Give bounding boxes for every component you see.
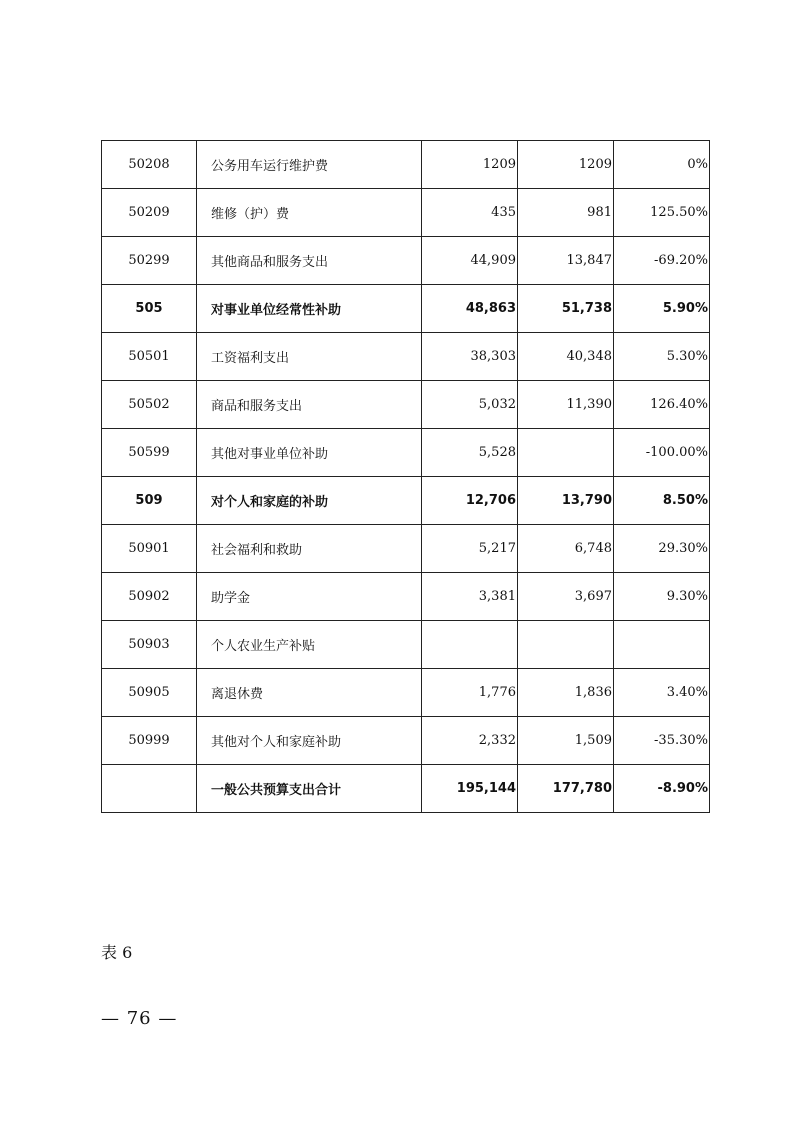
cell-value-current: 13,790: [518, 477, 614, 525]
cell-code: [102, 765, 197, 813]
cell-value-current: 1,509: [518, 717, 614, 765]
cell-change-percent: -8.90%: [614, 765, 710, 813]
cell-code: 50999: [102, 717, 197, 765]
table-row: [102, 669, 710, 717]
cell-change-percent: 125.50%: [614, 189, 710, 237]
table-row: [102, 141, 710, 189]
cell-change-percent: 8.50%: [614, 477, 710, 525]
cell-code: 505: [102, 285, 197, 333]
cell-change-percent: 0%: [614, 141, 710, 189]
cell-value-current: 1,836: [518, 669, 614, 717]
table-row: [102, 429, 710, 477]
cell-value-current: 177,780: [518, 765, 614, 813]
cell-item-name: 对个人和家庭的补助: [197, 477, 422, 525]
cell-change-percent: -100.00%: [614, 429, 710, 477]
cell-value-current: 51,738: [518, 285, 614, 333]
table-row: [102, 477, 710, 525]
cell-code: 50208: [102, 141, 197, 189]
cell-item-name: 个人农业生产补贴: [197, 621, 422, 669]
cell-code: 50901: [102, 525, 197, 573]
cell-value-current: 1209: [518, 141, 614, 189]
table-row: [102, 285, 710, 333]
table-row: [102, 621, 710, 669]
budget-expenditure-table: [101, 140, 710, 813]
cell-change-percent: 5.90%: [614, 285, 710, 333]
cell-value-current: 3,697: [518, 573, 614, 621]
cell-value-prior: 2,332: [422, 717, 518, 765]
cell-change-percent: -69.20%: [614, 237, 710, 285]
cell-value-current: 11,390: [518, 381, 614, 429]
cell-code: 509: [102, 477, 197, 525]
cell-change-percent: 3.40%: [614, 669, 710, 717]
table-row: [102, 573, 710, 621]
cell-change-percent: 126.40%: [614, 381, 710, 429]
cell-value-prior: 5,528: [422, 429, 518, 477]
cell-value-prior: 1209: [422, 141, 518, 189]
cell-item-name: 社会福利和救助: [197, 525, 422, 573]
cell-value-current: 40,348: [518, 333, 614, 381]
table-row: [102, 717, 710, 765]
table-row: [102, 189, 710, 237]
cell-code: 50905: [102, 669, 197, 717]
cell-item-name: 离退休费: [197, 669, 422, 717]
cell-item-name: 一般公共预算支出合计: [197, 765, 422, 813]
cell-value-prior: 3,381: [422, 573, 518, 621]
cell-value-prior: 195,144: [422, 765, 518, 813]
cell-item-name: 维修（护）费: [197, 189, 422, 237]
cell-code: 50902: [102, 573, 197, 621]
cell-value-prior: 12,706: [422, 477, 518, 525]
cell-change-percent: 9.30%: [614, 573, 710, 621]
cell-code: 50299: [102, 237, 197, 285]
cell-item-name: 其他商品和服务支出: [197, 237, 422, 285]
cell-change-percent: [614, 621, 710, 669]
cell-code: 50502: [102, 381, 197, 429]
cell-value-current: [518, 621, 614, 669]
cell-item-name: 商品和服务支出: [197, 381, 422, 429]
cell-item-name: 其他对个人和家庭补助: [197, 717, 422, 765]
cell-value-prior: 48,863: [422, 285, 518, 333]
cell-change-percent: 5.30%: [614, 333, 710, 381]
cell-code: 50501: [102, 333, 197, 381]
cell-item-name: 对事业单位经常性补助: [197, 285, 422, 333]
cell-value-prior: [422, 621, 518, 669]
page-number: — 76 —: [101, 1008, 178, 1029]
cell-item-name: 助学金: [197, 573, 422, 621]
cell-value-current: [518, 429, 614, 477]
cell-change-percent: 29.30%: [614, 525, 710, 573]
cell-item-name: 工资福利支出: [197, 333, 422, 381]
cell-value-current: 13,847: [518, 237, 614, 285]
cell-item-name: 公务用车运行维护费: [197, 141, 422, 189]
cell-item-name: 其他对事业单位补助: [197, 429, 422, 477]
table-row: [102, 381, 710, 429]
cell-value-prior: 5,032: [422, 381, 518, 429]
cell-value-current: 6,748: [518, 525, 614, 573]
cell-value-current: 981: [518, 189, 614, 237]
cell-change-percent: -35.30%: [614, 717, 710, 765]
table-row: [102, 333, 710, 381]
table-row: [102, 237, 710, 285]
cell-code: 50209: [102, 189, 197, 237]
cell-value-prior: 38,303: [422, 333, 518, 381]
table-caption: 表 6: [101, 943, 133, 962]
cell-value-prior: 5,217: [422, 525, 518, 573]
table-row: [102, 765, 710, 813]
table-body: [102, 141, 710, 813]
cell-code: 50903: [102, 621, 197, 669]
cell-value-prior: 435: [422, 189, 518, 237]
cell-value-prior: 1,776: [422, 669, 518, 717]
cell-code: 50599: [102, 429, 197, 477]
table-row: [102, 525, 710, 573]
cell-value-prior: 44,909: [422, 237, 518, 285]
